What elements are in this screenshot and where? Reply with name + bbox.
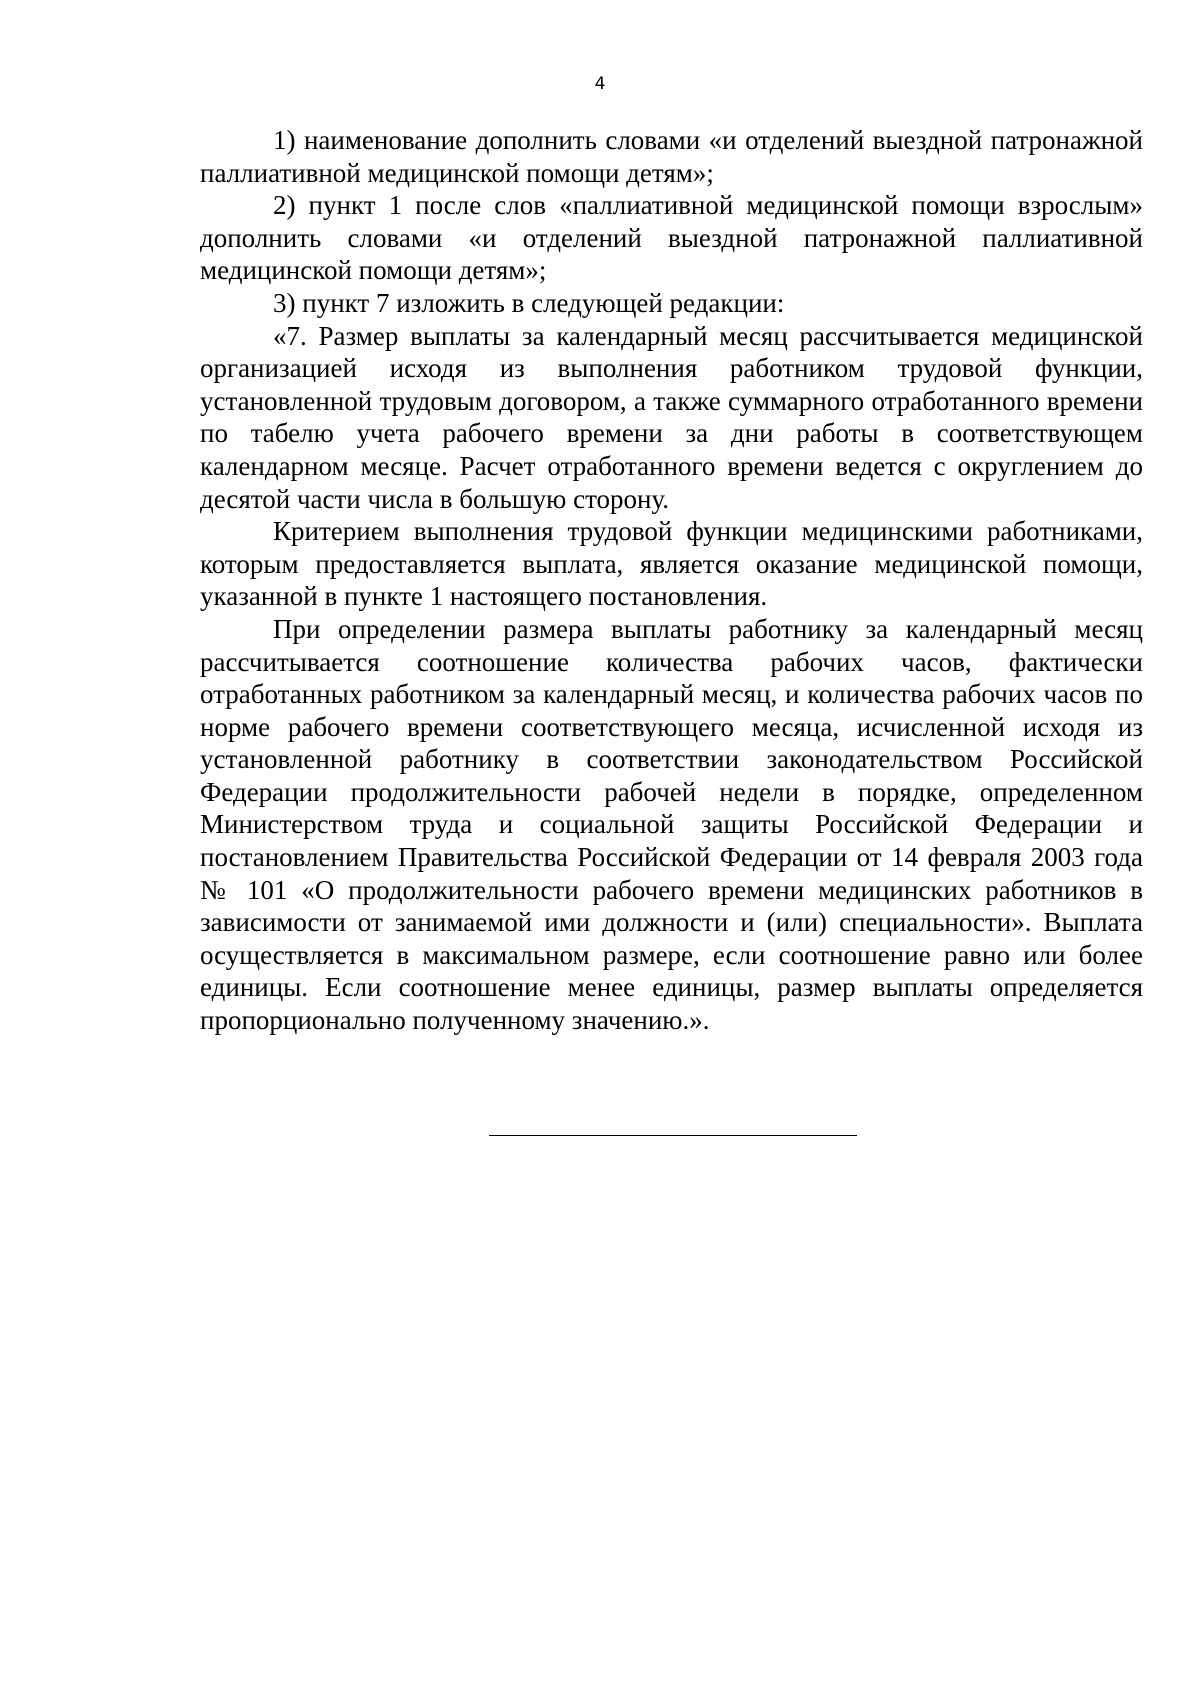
end-divider-line: [489, 1135, 857, 1136]
page-number: 4: [594, 74, 606, 94]
document-body: [200, 124, 1143, 1037]
paragraph-item-1: 1) наименование дополнить словами «и отделений выездной патронажной паллиативной медицинской помощи детям»;: [200, 125, 1143, 188]
paragraph-criterion: Критерием выполнения трудовой функции медицинскими работниками, которым предоставляется выплата, является оказание медицинской помощи, указанной в пункте 1 настоящего постановления.: [200, 516, 1143, 612]
paragraph-calculation: При определении размера выплаты работнику за календарный месяц рассчитывается соотношение количества рабочих часов, фактически отработанных работником за календарный месяц, и количества рабочих часов по норме рабочего времени соответствующего месяца, исчисленной исходя из установленной работнику в соответствии законодательством Российской Федерации продолжительности рабочей недели в порядке, определенном Министерством труда и социальной защиты Российской Федерации и постановлением Правительства Российской Федерации от 14 февраля 2003 года № 101 «О продолжительности рабочего времени медицинских работников в зависимости от занимаемой ими должности и (или) специальности». Выплата осуществляется в максимальном размере, если соотношение равно или более единицы. Если соотношение менее единицы, размер выплаты определяется пропорционально полученному значению.».: [200, 613, 1143, 1036]
paragraph-item-3: 3) пункт 7 изложить в следующей редакции:: [273, 287, 785, 318]
paragraph-point-7: «7. Размер выплаты за календарный месяц рассчитывается медицинской организацией исходя из выполнения работником трудовой функции, установленной трудовым договором, а также суммарного отработанного времени по табелю учета рабочего времени за дни работы в соответствующем календарном месяце. Расчет отработанного времени ведется с округлением до десятой части числа в большую сторону.: [200, 320, 1143, 514]
paragraph-item-2: 2) пункт 1 после слов «паллиативной медицинской помощи взрослым» дополнить словами «и отделений выездной патронажной паллиативной медицинской помощи детям»;: [200, 190, 1143, 286]
